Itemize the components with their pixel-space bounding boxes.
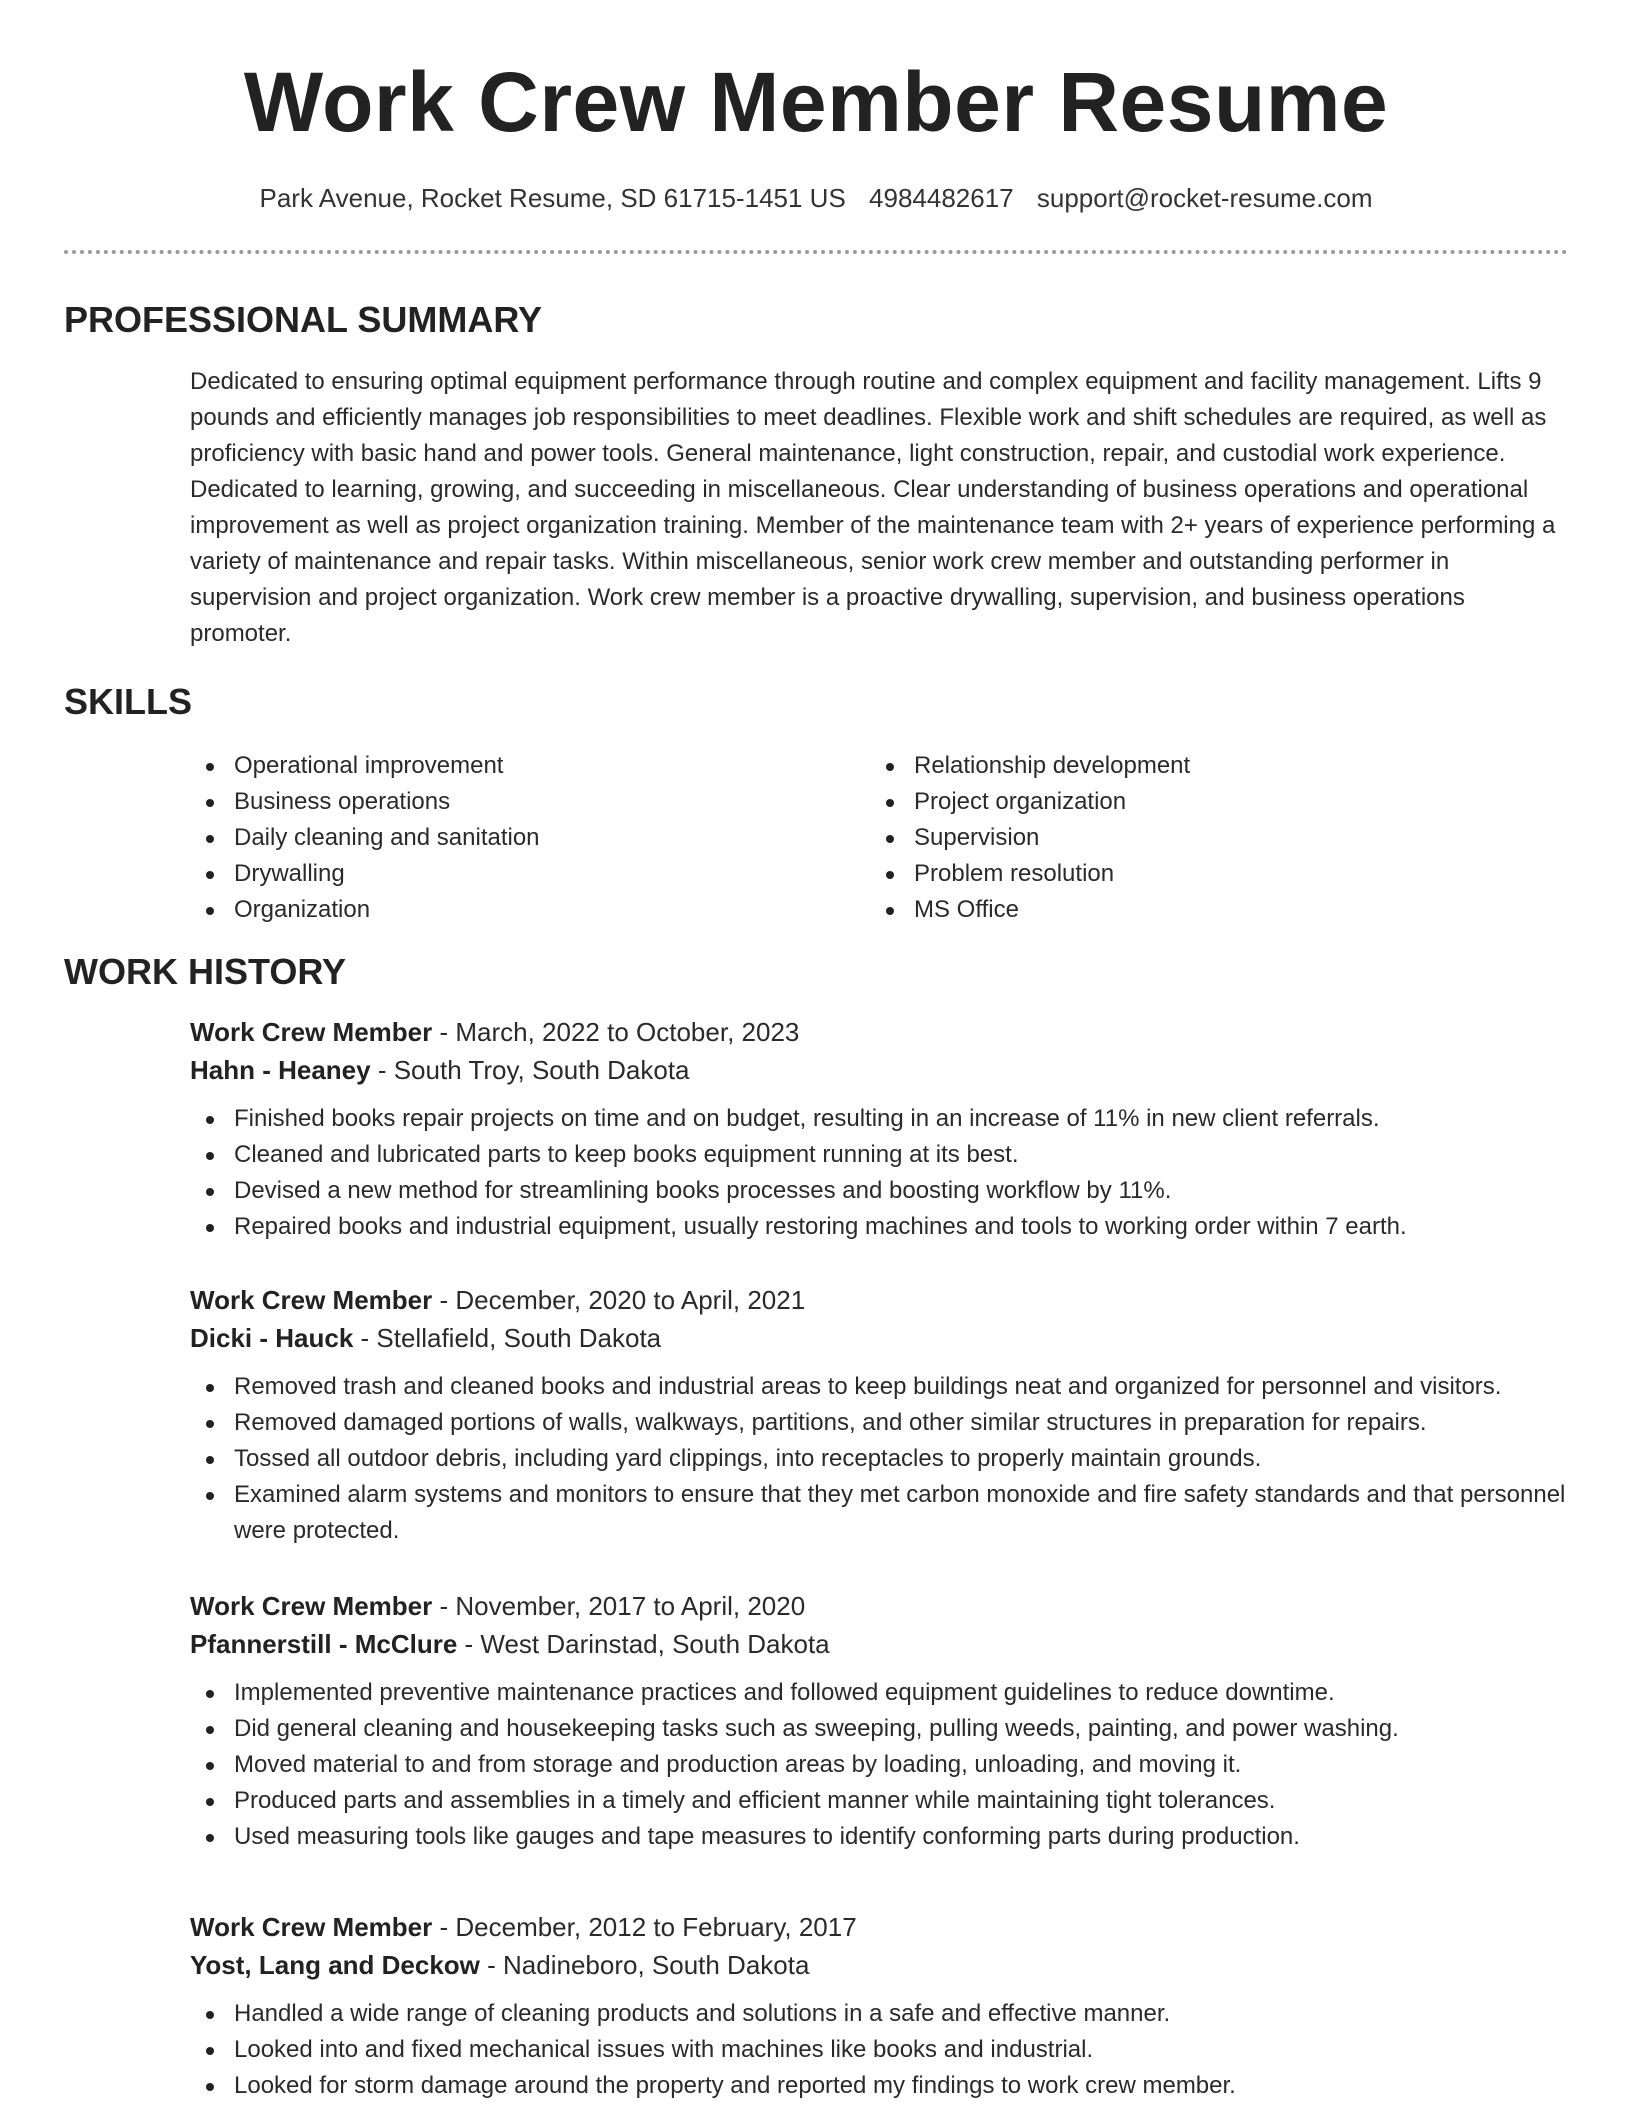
job-dates: - December, 2012 to February, 2017 (432, 1912, 857, 1942)
skill-item: Problem resolution (870, 856, 1550, 892)
job-title-line (190, 1281, 1570, 1319)
job-entry (190, 1013, 1570, 1245)
skills-column-left (190, 748, 870, 928)
job-title: Work Crew Member (190, 1285, 433, 1315)
job-location: - Stellafield, South Dakota (353, 1323, 662, 1353)
job-company-line (190, 1946, 1570, 1984)
skill-item: Operational improvement (190, 748, 870, 784)
job-bullet: Used measuring tools like gauges and tape measures to identify conforming parts during production. (190, 1819, 1570, 1855)
job-entry (190, 1908, 1570, 2104)
job-bullet: Removed trash and cleaned books and industrial areas to keep buildings neat and organized for personnel and visitors. (190, 1369, 1570, 1405)
job-dates: - March, 2022 to October, 2023 (432, 1017, 800, 1047)
work-history-heading: WORK HISTORY (64, 951, 347, 992)
job-location: - South Troy, South Dakota (370, 1055, 690, 1085)
job-location: - Nadineboro, South Dakota (479, 1950, 810, 1980)
job-bullet: Did general cleaning and housekeeping tasks such as sweeping, pulling weeds, painting, and power washing. (190, 1711, 1570, 1747)
job-bullet: Repaired books and industrial equipment, usually restoring machines and tools to working order within 7 earth. (190, 1209, 1570, 1245)
job-entry (190, 1587, 1570, 1855)
skill-item: MS Office (870, 892, 1550, 928)
job-company: Hahn - Heaney (190, 1055, 371, 1085)
resume-title: Work Crew Member Resume (243, 55, 1389, 149)
job-title-line (190, 1587, 1570, 1625)
contact-address: Park Avenue, Rocket Resume, SD 61715-1451 US (259, 183, 846, 213)
skill-item: Supervision (870, 820, 1550, 856)
job-title: Work Crew Member (190, 1591, 433, 1621)
summary-text: Dedicated to ensuring optimal equipment performance through routine and complex equipment and facility management. Lifts 9 pounds and efficiently manages job responsibilities to meet deadlines. Flexible work and shift schedules are required, as well as proficiency with basic hand and power tools. General maintenance, light construction, repair, and custodial work experience. Dedicated to learning, growing, and succeeding in miscellaneous. Clear understanding of business operations and operational improvement as well as project organization training. Member of the maintenance team with 2+ years of experience performing a variety of maintenance and repair tasks. Within miscellaneous, senior work crew member and outstanding performer in supervision and project organization. Work crew member is a proactive drywalling, supervision, and business operations promoter. (190, 368, 1556, 647)
job-bullets (190, 1369, 1570, 1549)
job-company: Pfannerstill - McClure (190, 1629, 458, 1659)
job-dates: - November, 2017 to April, 2020 (432, 1591, 806, 1621)
job-bullet: Handled a wide range of cleaning products and solutions in a safe and effective manner. (190, 1996, 1570, 2032)
skill-item: Project organization (870, 784, 1550, 820)
skill-item: Drywalling (190, 856, 870, 892)
job-company-line (190, 1625, 1570, 1663)
job-location: - West Darinstad, South Dakota (457, 1629, 830, 1659)
job-bullet: Devised a new method for streamlining books processes and boosting workflow by 11%. (190, 1173, 1570, 1209)
job-company: Dicki - Hauck (190, 1323, 354, 1353)
contact-line (0, 180, 1632, 216)
job-bullet: Examined alarm systems and monitors to ensure that they met carbon monoxide and fire safety standards and that personnel were protected. (190, 1477, 1570, 1549)
job-title: Work Crew Member (190, 1912, 433, 1942)
skill-item: Business operations (190, 784, 870, 820)
job-entry (190, 1281, 1570, 1549)
job-company-line (190, 1051, 1570, 1089)
contact-phone: 4984482617 (869, 183, 1014, 213)
contact-email: support@rocket-resume.com (1036, 183, 1373, 213)
summary-heading: PROFESSIONAL SUMMARY (64, 299, 543, 340)
job-bullet: Cleaned and lubricated parts to keep books equipment running at its best. (190, 1137, 1570, 1173)
job-title-line (190, 1908, 1570, 1946)
job-bullet: Looked into and fixed mechanical issues with machines like books and industrial. (190, 2032, 1570, 2068)
job-bullets (190, 1996, 1570, 2104)
job-bullet: Moved material to and from storage and production areas by loading, unloading, and moving it. (190, 1747, 1570, 1783)
job-bullet: Implemented preventive maintenance practices and followed equipment guidelines to reduce downtime. (190, 1675, 1570, 1711)
job-dates: - December, 2020 to April, 2021 (432, 1285, 806, 1315)
job-bullet: Removed damaged portions of walls, walkways, partitions, and other similar structures in preparation for repairs. (190, 1405, 1570, 1441)
job-bullet: Looked for storm damage around the property and reported my findings to work crew member. (190, 2068, 1570, 2104)
job-title: Work Crew Member (190, 1017, 433, 1047)
job-bullet: Produced parts and assemblies in a timely and efficient manner while maintaining tight tolerances. (190, 1783, 1570, 1819)
job-bullets (190, 1675, 1570, 1855)
job-company-line (190, 1319, 1570, 1357)
skill-item: Daily cleaning and sanitation (190, 820, 870, 856)
job-company: Yost, Lang and Deckow (190, 1950, 480, 1980)
job-bullets (190, 1101, 1570, 1245)
skills-list (190, 748, 1570, 928)
job-bullet: Tossed all outdoor debris, including yard clippings, into receptacles to properly maintain grounds. (190, 1441, 1570, 1477)
job-bullet: Finished books repair projects on time and on budget, resulting in an increase of 11% in new client referrals. (190, 1101, 1570, 1137)
skills-column-right (870, 748, 1550, 928)
header-divider (64, 250, 1568, 254)
skills-heading: SKILLS (64, 681, 193, 722)
skill-item: Organization (190, 892, 870, 928)
job-title-line (190, 1013, 1570, 1051)
skill-item: Relationship development (870, 748, 1550, 784)
